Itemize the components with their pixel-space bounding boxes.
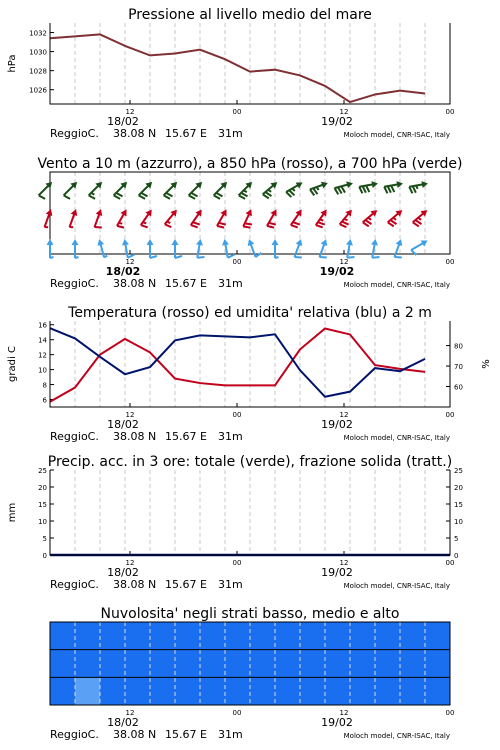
cloud-cell bbox=[375, 622, 401, 650]
wind-barb bbox=[222, 239, 234, 258]
barb-feather bbox=[347, 257, 354, 258]
barb-feather bbox=[363, 222, 369, 226]
y-tick-label: 80 bbox=[454, 342, 463, 351]
barb-feather bbox=[415, 220, 421, 224]
barb-feather bbox=[366, 186, 369, 193]
wind-barb bbox=[371, 239, 379, 258]
y-tick-label: 15 bbox=[38, 501, 47, 509]
pressure-line bbox=[50, 34, 425, 102]
y-axis-label: gradi C bbox=[7, 346, 18, 382]
barb-feather bbox=[395, 257, 402, 258]
barb-feather bbox=[116, 193, 122, 197]
y-tick-label: 60 bbox=[454, 383, 463, 392]
cloud-cell bbox=[75, 650, 101, 678]
station-elev: 31m bbox=[218, 430, 243, 443]
barb-feather bbox=[164, 195, 170, 199]
cloud-cell bbox=[350, 677, 376, 705]
barb-feather bbox=[191, 225, 198, 227]
station-name: ReggioC. bbox=[50, 277, 99, 290]
station-lon: 15.67 E bbox=[165, 127, 207, 140]
date-label: 18/02 bbox=[105, 265, 141, 278]
y-axis-label-right: % bbox=[481, 359, 492, 369]
y-tick-label: 1030 bbox=[29, 48, 47, 57]
barb-feather bbox=[384, 187, 387, 194]
cloud-cell bbox=[100, 622, 126, 650]
barb-feather bbox=[39, 195, 45, 199]
cloud-cell bbox=[175, 677, 201, 705]
y-tick-label: 10 bbox=[454, 518, 463, 526]
cloud-cell bbox=[225, 650, 251, 678]
station-lat: 38.08 N bbox=[113, 277, 157, 290]
x-tick-label: 12 bbox=[125, 258, 135, 266]
x-tick-label: 00 bbox=[445, 108, 455, 116]
wind-barb bbox=[395, 239, 403, 257]
y-tick-label: 20 bbox=[38, 484, 47, 492]
barb-feather bbox=[64, 195, 70, 199]
cloud-cell bbox=[50, 622, 76, 650]
station-name: ReggioC. bbox=[50, 430, 99, 443]
cloud-cell bbox=[150, 650, 176, 678]
y-tick-label: 1028 bbox=[29, 67, 47, 76]
barb-feather bbox=[114, 195, 120, 199]
barb-feather bbox=[368, 218, 371, 220]
x-tick-label: 12 bbox=[339, 411, 349, 419]
cloud-cell bbox=[150, 677, 176, 705]
cloud-cell bbox=[275, 650, 301, 678]
barb-feather bbox=[341, 186, 345, 192]
barb-feather bbox=[293, 222, 300, 224]
barb-head bbox=[72, 239, 79, 245]
barb-feather bbox=[391, 186, 394, 193]
barb-feather bbox=[359, 187, 362, 194]
station-name: ReggioC. bbox=[50, 127, 99, 140]
barb-feather bbox=[255, 253, 261, 257]
date-label: 19/02 bbox=[319, 265, 355, 278]
cloud-cell bbox=[425, 650, 451, 678]
barb-feather bbox=[365, 220, 371, 224]
barb-head bbox=[346, 239, 353, 246]
cloud-cell bbox=[400, 650, 426, 678]
barb-feather bbox=[335, 188, 339, 194]
barb-feather bbox=[418, 218, 421, 220]
station-lon: 15.67 E bbox=[165, 578, 207, 591]
barb-feather bbox=[141, 225, 148, 227]
cloud-cell bbox=[225, 677, 251, 705]
panel-title: Nuvolosita' negli strati basso, medio e alto bbox=[100, 606, 400, 622]
panel-4 bbox=[7, 454, 463, 591]
cloud-cell bbox=[50, 650, 76, 678]
barb-head bbox=[371, 239, 378, 246]
x-tick-label: 00 bbox=[232, 559, 242, 567]
barb-head bbox=[97, 239, 104, 246]
wind-barb bbox=[70, 209, 78, 227]
barb-feather bbox=[413, 186, 416, 193]
barb-feather bbox=[216, 193, 222, 197]
barb-feather bbox=[189, 195, 195, 199]
date-label: 18/02 bbox=[107, 566, 139, 579]
barb-feather bbox=[75, 257, 79, 258]
cloud-cell bbox=[50, 677, 76, 705]
y-tick-label: 1032 bbox=[29, 29, 47, 38]
barb-feather bbox=[244, 190, 247, 192]
station-lon: 15.67 E bbox=[165, 277, 207, 290]
cloud-cell bbox=[225, 622, 251, 650]
model-credit: Moloch model, CNR-ISAC, Italy bbox=[343, 281, 450, 289]
x-tick-label: 12 bbox=[125, 559, 135, 567]
wind-barb bbox=[217, 209, 227, 227]
wind-barb bbox=[346, 239, 354, 258]
panel-title: Precip. acc. in 3 ore: totale (verde), frazione solida (tratt.) bbox=[47, 454, 453, 470]
wind-barb bbox=[122, 239, 134, 258]
barb-feather bbox=[217, 226, 224, 228]
barb-feather bbox=[89, 195, 95, 199]
barb-feather bbox=[268, 190, 271, 192]
x-tick-label: 00 bbox=[232, 108, 242, 116]
model-credit: Moloch model, CNR-ISAC, Italy bbox=[343, 732, 450, 740]
wind-barb bbox=[47, 239, 54, 258]
wind-barb bbox=[97, 239, 107, 257]
date-label: 19/02 bbox=[321, 566, 353, 579]
wind-barb bbox=[320, 239, 328, 257]
barb-feather bbox=[119, 223, 123, 224]
cloud-cell bbox=[300, 622, 326, 650]
y-tick-label: 12 bbox=[38, 351, 47, 360]
station-elev: 31m bbox=[218, 728, 243, 741]
cloud-cell bbox=[275, 622, 301, 650]
model-credit: Moloch model, CNR-ISAC, Italy bbox=[343, 131, 450, 139]
station-lat: 38.08 N bbox=[113, 728, 157, 741]
wind-barb bbox=[147, 239, 158, 258]
cloud-cell bbox=[250, 677, 276, 705]
cloud-cell bbox=[350, 650, 376, 678]
x-tick-label: 00 bbox=[445, 411, 455, 419]
barb-feather bbox=[292, 189, 295, 192]
barb-feather bbox=[197, 257, 204, 258]
barb-feather bbox=[409, 187, 412, 194]
cloud-cell bbox=[325, 677, 351, 705]
wind-barb bbox=[95, 209, 103, 227]
barb-feather bbox=[193, 222, 200, 224]
humidity-line bbox=[50, 328, 425, 397]
barb-feather bbox=[214, 195, 220, 199]
barb-feather bbox=[243, 227, 250, 228]
barb-feather bbox=[91, 193, 94, 195]
barb-feather bbox=[317, 187, 319, 190]
temperature-line bbox=[50, 328, 425, 401]
date-label: 18/02 bbox=[107, 115, 139, 128]
barb-feather bbox=[344, 219, 347, 220]
cloud-cell bbox=[300, 650, 326, 678]
panel-1 bbox=[7, 7, 454, 140]
panel-5 bbox=[50, 606, 454, 741]
date-label: 18/02 bbox=[107, 716, 139, 729]
barb-feather bbox=[175, 256, 182, 258]
x-tick-label: 12 bbox=[339, 559, 349, 567]
barb-feather bbox=[338, 187, 342, 193]
x-tick-label: 00 bbox=[445, 709, 455, 717]
panel-title: Pressione al livello medio del mare bbox=[128, 7, 372, 23]
cloud-cell bbox=[150, 622, 176, 650]
cloud-cell bbox=[400, 677, 426, 705]
barb-head bbox=[196, 239, 203, 246]
cloud-cell bbox=[75, 622, 101, 650]
date-label: 19/02 bbox=[321, 716, 353, 729]
y-axis-label: mm bbox=[7, 502, 18, 523]
wind-barb bbox=[45, 209, 53, 227]
wind-barb bbox=[272, 239, 279, 258]
model-credit: Moloch model, CNR-ISAC, Italy bbox=[343, 434, 450, 442]
station-lon: 15.67 E bbox=[165, 430, 207, 443]
wind-barb bbox=[295, 239, 303, 257]
x-tick-label: 12 bbox=[339, 709, 349, 717]
cloud-cell bbox=[300, 677, 326, 705]
barb-feather bbox=[150, 256, 157, 258]
barb-feather bbox=[388, 186, 391, 193]
barb-feather bbox=[372, 257, 379, 258]
barb-feather bbox=[342, 222, 349, 225]
cloud-cell bbox=[400, 622, 426, 650]
cloud-cell bbox=[375, 677, 401, 705]
y-tick-label: 5 bbox=[42, 535, 47, 543]
y-tick-label: 15 bbox=[454, 501, 463, 509]
barb-feather bbox=[340, 224, 347, 227]
y-tick-label: 0 bbox=[454, 552, 459, 560]
y-tick-label: 0 bbox=[42, 552, 47, 560]
cloud-cell bbox=[200, 622, 226, 650]
barb-head bbox=[147, 239, 154, 245]
cloud-cell bbox=[325, 650, 351, 678]
cloud-cell bbox=[250, 650, 276, 678]
x-tick-label: 12 bbox=[339, 258, 349, 266]
barb-feather bbox=[239, 195, 245, 199]
y-tick-label: 10 bbox=[38, 366, 47, 375]
barb-feather bbox=[393, 218, 396, 220]
barb-feather bbox=[363, 186, 366, 193]
cloud-cell bbox=[325, 622, 351, 650]
barb-feather bbox=[263, 194, 269, 198]
panel-title: Vento a 10 m (azzurro), a 850 hPa (rosso), a 700 hPa (verde) bbox=[37, 156, 463, 172]
date-label: 18/02 bbox=[107, 418, 139, 431]
cloud-cell bbox=[200, 650, 226, 678]
barb-head bbox=[122, 239, 129, 246]
cloud-cell bbox=[250, 622, 276, 650]
barb-feather bbox=[167, 222, 170, 223]
barb-feather bbox=[413, 222, 419, 226]
barb-feather bbox=[245, 223, 252, 224]
y-tick-label: 8 bbox=[42, 381, 47, 390]
barb-feather bbox=[275, 257, 279, 258]
wind-barb bbox=[196, 239, 204, 258]
y-tick-label: 6 bbox=[42, 396, 47, 405]
cloud-cell bbox=[375, 650, 401, 678]
barb-feather bbox=[165, 224, 172, 227]
barb-feather bbox=[267, 226, 274, 228]
y-tick-label: 10 bbox=[38, 518, 47, 526]
barb-head bbox=[272, 239, 279, 245]
y-axis-label: hPa bbox=[7, 54, 18, 73]
cloud-cell bbox=[100, 677, 126, 705]
barb-feather bbox=[141, 193, 147, 197]
wind-barb bbox=[72, 239, 79, 258]
y-tick-label: 25 bbox=[38, 467, 47, 475]
barb-feather bbox=[316, 225, 323, 227]
barb-feather bbox=[139, 195, 145, 199]
cloud-cell bbox=[125, 677, 151, 705]
y-tick-label: 70 bbox=[454, 363, 463, 372]
wind-barb bbox=[243, 209, 252, 227]
wind-barb bbox=[172, 239, 183, 258]
panel-3 bbox=[7, 305, 492, 443]
station-elev: 31m bbox=[218, 578, 243, 591]
cloud-cell bbox=[425, 677, 451, 705]
station-lat: 38.08 N bbox=[113, 127, 157, 140]
x-tick-label: 12 bbox=[125, 709, 135, 717]
y-tick-label: 5 bbox=[454, 535, 459, 543]
model-credit: Moloch model, CNR-ISAC, Italy bbox=[343, 582, 450, 590]
x-tick-label: 00 bbox=[445, 559, 455, 567]
barb-feather bbox=[191, 193, 197, 197]
barb-feather bbox=[241, 193, 247, 197]
barb-feather bbox=[95, 227, 102, 228]
barb-feather bbox=[320, 257, 327, 258]
cloud-cell bbox=[275, 677, 301, 705]
barb-feather bbox=[117, 226, 124, 228]
station-lon: 15.67 E bbox=[165, 728, 207, 741]
barb-feather bbox=[318, 222, 325, 224]
station-elev: 31m bbox=[218, 127, 243, 140]
station-lat: 38.08 N bbox=[113, 578, 157, 591]
barb-feather bbox=[166, 193, 172, 197]
x-tick-label: 00 bbox=[232, 258, 242, 266]
x-tick-label: 12 bbox=[339, 108, 349, 116]
cloud-cell bbox=[100, 650, 126, 678]
barb-feather bbox=[50, 257, 54, 258]
date-label: 19/02 bbox=[321, 115, 353, 128]
barb-feather bbox=[143, 222, 146, 223]
x-tick-label: 00 bbox=[445, 258, 455, 266]
cloud-cell bbox=[175, 622, 201, 650]
barb-feather bbox=[388, 222, 394, 226]
barb-feather bbox=[295, 257, 302, 258]
barb-head bbox=[47, 239, 54, 245]
date-label: 19/02 bbox=[321, 418, 353, 431]
cloud-cell bbox=[75, 677, 101, 705]
station-name: ReggioC. bbox=[50, 728, 99, 741]
panel-2 bbox=[37, 156, 462, 290]
y-tick-label: 1026 bbox=[29, 86, 47, 95]
wind-barb bbox=[267, 209, 277, 227]
barb-feather bbox=[291, 225, 298, 227]
y-tick-label: 20 bbox=[454, 484, 463, 492]
barb-feather bbox=[320, 219, 323, 220]
station-name: ReggioC. bbox=[50, 578, 99, 591]
panel-title: Temperatura (rosso) ed umidita' relativa (blu) a 2 m bbox=[68, 305, 432, 321]
barb-head bbox=[172, 239, 179, 245]
x-tick-label: 12 bbox=[125, 411, 135, 419]
y-tick-label: 16 bbox=[38, 321, 47, 330]
y-tick-label: 25 bbox=[454, 467, 463, 475]
barb-feather bbox=[390, 220, 396, 224]
cloud-cell bbox=[125, 650, 151, 678]
station-lat: 38.08 N bbox=[113, 430, 157, 443]
barb-head bbox=[222, 239, 229, 246]
x-tick-label: 12 bbox=[125, 108, 135, 116]
y-tick-label: 14 bbox=[38, 336, 47, 345]
x-tick-label: 00 bbox=[232, 411, 242, 419]
cloud-cell bbox=[175, 650, 201, 678]
cloud-cell bbox=[350, 622, 376, 650]
x-tick-label: 00 bbox=[232, 709, 242, 717]
station-elev: 31m bbox=[218, 277, 243, 290]
cloud-cell bbox=[200, 677, 226, 705]
barb-feather bbox=[265, 192, 271, 196]
cloud-cell bbox=[425, 622, 451, 650]
cloud-cell bbox=[125, 622, 151, 650]
